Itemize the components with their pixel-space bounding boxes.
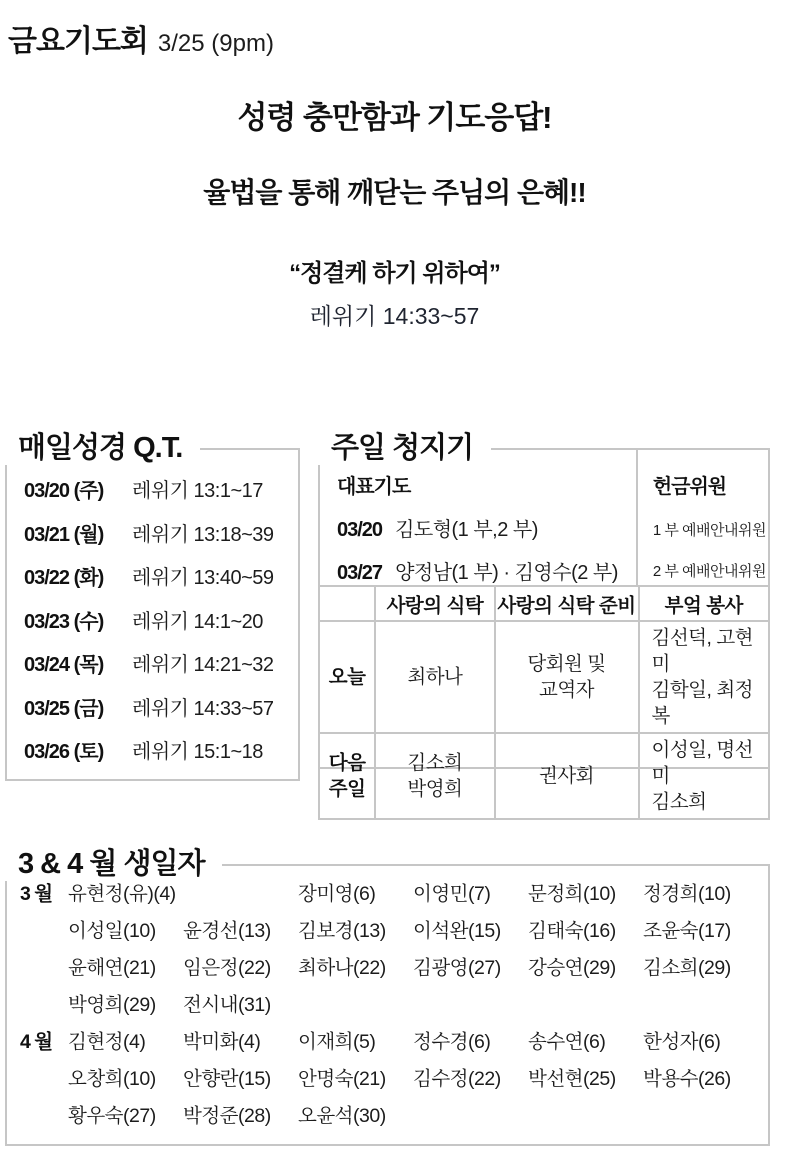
prayer-header: 대표기도 [337, 476, 411, 498]
qt-reading: 레위기 14:33~57 [132, 697, 274, 720]
birthday-name: 정경희(10) [643, 883, 731, 905]
friday-prayer-time: 3/25 (9pm) [157, 30, 274, 57]
birthday-name [528, 1098, 643, 1135]
birthday-month: 4 월 [20, 1031, 53, 1053]
cell-line: 김소희 [651, 791, 707, 813]
meal-row-label [319, 733, 375, 819]
birthday-name: 김광영(27) [413, 957, 501, 979]
birthdays-section [5, 847, 770, 1146]
cell-line: 당회원 및 [527, 653, 606, 675]
qt-section [5, 431, 300, 781]
meal-header-blank [319, 586, 375, 621]
qt-row [7, 557, 298, 601]
cell-line: 김선덕, 고현미 [651, 627, 754, 675]
birthday-name: 김소희(29) [643, 957, 731, 979]
qt-reading: 레위기 13:1~17 [132, 480, 263, 502]
birthday-name: 박미화(4) [183, 1031, 261, 1053]
birthday-name: 안명숙(21) [298, 1068, 386, 1090]
qt-box [5, 448, 300, 781]
birthday-row [20, 913, 768, 950]
cell-line: 주일 [328, 778, 366, 800]
meal-service-table [318, 585, 770, 820]
birthday-name: 김현정(4) [68, 1031, 146, 1053]
birthdays-box [5, 864, 770, 1146]
cell-line: 권사회 [538, 765, 594, 787]
birthday-month: 3 월 [20, 883, 53, 905]
offering-item: 2 부 예배안내위원 [652, 563, 766, 580]
meal-header-prep: 사랑의 식탁 준비 [495, 586, 639, 621]
qt-date: 03/24 (목) [24, 654, 104, 676]
birthday-name: 박선현(25) [528, 1068, 616, 1090]
meal-cell-kitchen [639, 621, 770, 733]
birthday-name: 최하나(22) [298, 957, 386, 979]
birthday-row [20, 987, 768, 1024]
birthday-row [20, 876, 768, 913]
meal-header-row [319, 586, 769, 621]
birthday-name: 한성자(6) [643, 1031, 721, 1053]
birthday-name: 안향란(15) [183, 1068, 271, 1090]
birthday-name: 강승연(29) [528, 957, 616, 979]
qt-row [7, 644, 298, 688]
stewards-box [318, 448, 770, 813]
birthday-month [20, 987, 68, 1024]
meal-cell-prep [495, 733, 639, 819]
birthday-name: 김수정(22) [413, 1068, 501, 1090]
birthday-name [643, 987, 758, 1024]
qt-reading: 레위기 15:1~18 [132, 741, 263, 763]
qt-row [7, 688, 298, 732]
birthday-name: 황우숙(27) [68, 1105, 156, 1127]
middle-sections [5, 431, 770, 813]
qt-date: 03/26 (토) [24, 741, 104, 763]
birthday-row [20, 1061, 768, 1098]
birthday-name: 전시내(31) [183, 994, 271, 1016]
birthday-name: 임은정(22) [183, 957, 271, 979]
meal-cell-meal [375, 621, 494, 733]
birthday-name: 오창희(10) [68, 1068, 156, 1090]
prayer-name: 양정남(1 부) · 김영수(2 부) [395, 562, 618, 584]
qt-row [7, 601, 298, 645]
birthday-name [528, 987, 643, 1024]
birthday-name: 윤경선(13) [183, 920, 271, 942]
birthday-name: 조윤숙(17) [643, 920, 731, 942]
birthday-name [413, 1098, 528, 1135]
offering-header: 헌금위원 [652, 476, 727, 498]
cell-line: 다음 [328, 752, 366, 774]
qt-date: 03/21 (월) [24, 523, 104, 546]
prayer-row [337, 518, 636, 542]
birthday-month [20, 950, 68, 987]
birthday-name: 김보경(13) [298, 920, 386, 942]
birthday-name [183, 876, 298, 913]
qt-reading: 레위기 14:21~32 [132, 654, 274, 676]
birthday-name [643, 1098, 758, 1135]
meal-cell-kitchen [639, 733, 770, 819]
birthday-name [298, 987, 413, 1024]
offering-panel [636, 450, 768, 585]
birthday-name: 김태숙(16) [528, 920, 616, 942]
birthday-row [20, 1098, 768, 1135]
birthday-name: 이재희(5) [298, 1031, 376, 1053]
birthday-row [20, 950, 768, 987]
cell-line: 최하나 [407, 666, 463, 688]
friday-prayer-header [0, 0, 789, 60]
friday-prayer-title: 금요기도회 [8, 25, 148, 58]
stewards-section-title: 주일 청지기 [318, 431, 491, 465]
prayer-date: 03/27 [337, 562, 383, 584]
qt-date: 03/23 (수) [24, 610, 104, 633]
birthday-name: 송수연(6) [528, 1031, 606, 1053]
qt-reading: 레위기 13:18~39 [132, 523, 274, 546]
meal-row-today [319, 621, 769, 733]
birthday-name: 유현정(유)(4) [68, 883, 176, 905]
qt-date: 03/25 (금) [24, 697, 104, 720]
birthday-name: 박영희(29) [68, 994, 156, 1016]
birthday-name: 정수경(6) [413, 1031, 491, 1053]
birthday-name: 장미영(6) [298, 883, 376, 905]
prayer-date: 03/20 [337, 519, 383, 541]
cell-line: 오늘 [328, 666, 366, 688]
birthday-name: 박용수(26) [643, 1068, 731, 1090]
stewards-top-panels [320, 450, 768, 585]
birthday-name: 이영민(7) [413, 883, 491, 905]
sermon-scripture: 레위기 14:33~57 [309, 303, 480, 329]
prayer-row [337, 561, 636, 585]
meal-header-meal: 사랑의 식탁 [375, 586, 494, 621]
sermon-title-line2: 율법을 통해 깨닫는 주님의 은혜!! [203, 177, 586, 208]
birthday-month [20, 1061, 68, 1098]
qt-section-title: 매일성경 Q.T. [5, 431, 200, 465]
qt-row [7, 514, 298, 558]
cell-line: 박영희 [407, 778, 463, 800]
meal-row-next-sunday [319, 733, 769, 819]
sermon-block [0, 92, 789, 331]
meal-cell-meal [375, 733, 494, 819]
cell-line: 김학일, 최정복 [651, 679, 754, 727]
birthday-name: 문정희(10) [528, 883, 616, 905]
birthdays-section-title: 3 & 4 월 생일자 [5, 847, 222, 881]
qt-date: 03/22 (화) [24, 567, 104, 589]
meal-row-label [319, 621, 375, 733]
birthday-name: 박정준(28) [183, 1105, 271, 1127]
birthday-name [413, 987, 528, 1024]
cell-line: 김소희 [407, 752, 463, 774]
cell-line: 이성일, 명선미 [651, 739, 754, 787]
meal-cell-prep [495, 621, 639, 733]
birthday-name: 이성일(10) [68, 920, 156, 942]
meal-header-kitchen: 부엌 봉사 [639, 586, 770, 621]
cell-line: 교역자 [538, 679, 594, 701]
birthday-row [20, 1024, 768, 1061]
sermon-title-line1: 성령 충만함과 기도응답! [237, 100, 552, 135]
qt-reading: 레위기 14:1~20 [132, 610, 263, 633]
qt-row [7, 731, 298, 775]
birthday-name: 오윤석(30) [298, 1105, 386, 1127]
stewards-section [318, 431, 770, 813]
prayer-name: 김도형(1 부,2 부) [395, 519, 538, 541]
qt-date: 03/20 (주) [24, 480, 104, 502]
qt-row [7, 470, 298, 514]
sermon-quote: “정결케 하기 위하여” [289, 260, 500, 287]
birthday-month [20, 913, 68, 950]
prayer-panel [320, 450, 636, 585]
offering-item: 1 부 예배안내위원 [652, 522, 766, 539]
qt-reading: 레위기 13:40~59 [132, 567, 274, 589]
birthday-month [20, 1098, 68, 1135]
birthday-name: 이석완(15) [413, 920, 501, 942]
birthday-name: 윤해연(21) [68, 957, 156, 979]
